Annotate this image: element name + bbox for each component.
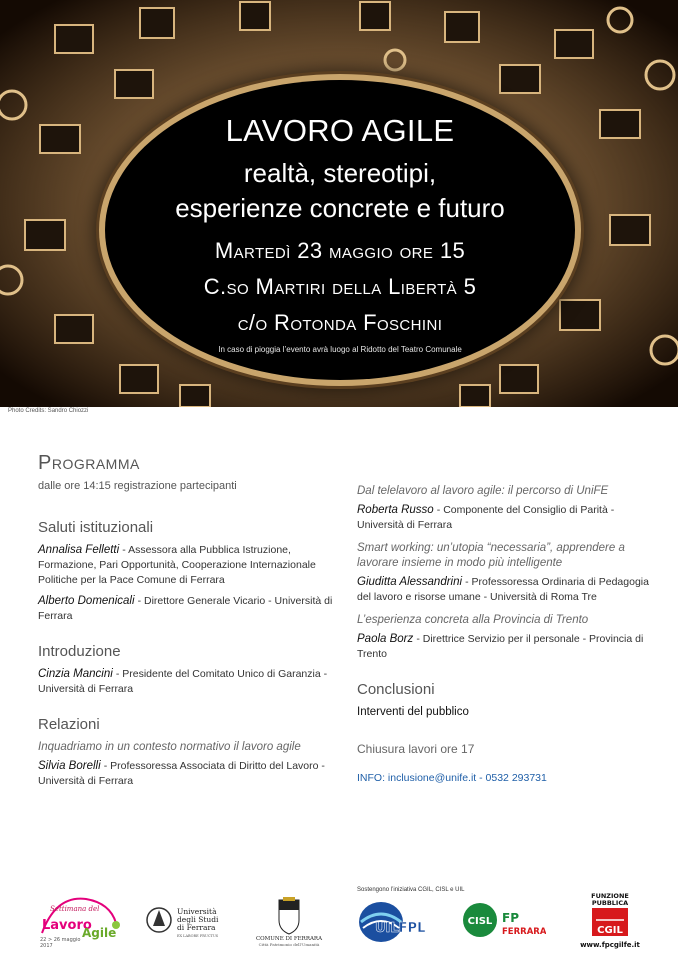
logo-text: di Ferrara (177, 923, 216, 932)
logo-text: www.fpcgilfe.it (580, 941, 640, 949)
logo-text: degli Studi (177, 915, 219, 924)
speaker-name: Alberto Domenicali (38, 595, 135, 607)
event-date: Martedì 23 maggio ore 15 (214, 238, 466, 263)
section-introduzione-heading: Introduzione (38, 643, 121, 660)
info-contact[interactable]: INFO: inclusione@unife.it - 0532 293731 (357, 772, 547, 784)
fp-cgil-logo (570, 890, 650, 950)
talk-title: Smart working: un’utopia “necessaria”, apprendere a lavorare insieme in modo più intelligente (357, 542, 625, 569)
talk-title: L’esperienza concreta alla Provincia di Trento (357, 614, 589, 626)
logo-text: Agile (82, 926, 117, 940)
lavoro-agile-logo (36, 893, 122, 949)
unife-logo (145, 902, 235, 942)
lavoro-agile-icon (36, 893, 122, 949)
speaker-item (38, 667, 338, 697)
program-left-column (38, 452, 338, 795)
logo-text: Settimana del (50, 905, 100, 913)
logo-text: FERRARA (502, 927, 546, 937)
registration-note: dalle ore 14:15 registrazione partecipanti (38, 480, 237, 492)
event-venue: c/o Rotonda Foschini (237, 310, 443, 335)
program-right-column (357, 484, 655, 786)
logo-text: EX LABORE FRUCTUS (177, 934, 219, 938)
speaker-role: - Professoressa Ordinaria di Pedagogia del lavoro e risorse umane - Università di Roma Tre (357, 576, 649, 603)
logo-text: FUNZIONE (591, 892, 629, 900)
speaker-name: Roberta Russo (357, 504, 434, 516)
photo-credit: Photo Credits: Sandro Chiozzi (8, 408, 89, 414)
logo-text: Università (177, 907, 217, 916)
speaker-role: - Presidente del Comitato Unico di Garanzia - Università di Ferrara (38, 668, 328, 695)
logo-text: CGIL (597, 925, 623, 936)
logo-text: COMUNE DI FERRARA (255, 936, 323, 942)
unife-seal-icon (145, 902, 235, 942)
logo-text: UILFPL (375, 921, 426, 936)
speaker-role: - Assessora alla Pubblica Istruzione, Formazione, Pari Opportunità, Cooperazione Internazionale Politiche per la Pace Comune di Ferrara (38, 544, 316, 586)
speaker-name: Cinzia Mancini (38, 668, 113, 680)
event-subtitle-line1: realtà, stereotipi, (243, 158, 437, 188)
hero-banner (0, 0, 678, 407)
section-saluti-heading: Saluti istituzionali (38, 519, 154, 536)
logo-text: PUBBLICA (591, 899, 629, 907)
speaker-item (357, 575, 655, 605)
logo-text: FP (502, 911, 519, 925)
section-conclusioni-heading: Conclusioni (357, 681, 435, 698)
section-relazioni-heading: Relazioni (38, 716, 100, 733)
speaker-name: Paola Borz (357, 633, 414, 645)
talk-title: Dal telelavoro al lavoro agile: il percorso di UniFE (357, 485, 609, 497)
uilfpl-logo (357, 898, 439, 944)
speaker-role: - Componente del Consiglio di Parità - Università di Ferrara (357, 504, 615, 531)
program-title: Programma (38, 452, 140, 474)
logo-text: 2017 (40, 943, 53, 949)
speaker-item (38, 594, 338, 624)
speaker-item (357, 632, 655, 662)
support-note: Sostengono l’iniziativa CGIL, CISL e UIL (357, 887, 465, 893)
cisl-fp-icon (462, 900, 546, 940)
logo-text: Città Patrimonio dell’Umanità (258, 942, 320, 947)
comune-crest-icon (253, 896, 325, 948)
speaker-item (38, 759, 338, 789)
speaker-role: - Professoressa Associata di Diritto del Lavoro - Università di Ferrara (38, 760, 325, 787)
cisl-fp-logo (462, 900, 546, 940)
speaker-role: - Direttore Generale Vicario - Università di Ferrara (38, 595, 333, 622)
closing-time: Chiusura lavori ore 17 (357, 742, 475, 756)
comune-ferrara-logo (253, 896, 325, 948)
rain-note: In caso di pioggia l’evento avrà luogo al Ridotto del Teatro Comunale (218, 345, 462, 354)
speaker-name: Annalisa Felletti (38, 544, 120, 556)
speaker-name: Silvia Borelli (38, 760, 101, 772)
speaker-item (38, 543, 338, 588)
speaker-name: Giuditta Alessandrini (357, 576, 463, 588)
event-subtitle-line2: esperienze concrete e futuro (175, 193, 505, 223)
conclusioni-text: Interventi del pubblico (357, 706, 469, 718)
logo-text: Lavoro (42, 918, 92, 933)
logo-text: CISL (467, 916, 493, 927)
talk-title: Inquadriamo in un contesto normativo il lavoro agile (38, 741, 301, 753)
uilfpl-icon (357, 898, 439, 944)
event-address: C.so Martiri della Libertà 5 (203, 274, 477, 299)
logo-text: 22 > 26 maggio (40, 937, 81, 943)
event-title: LAVORO AGILE (225, 113, 455, 148)
speaker-role: - Direttrice Servizio per il personale - Provincia di Trento (357, 633, 644, 660)
fp-cgil-icon (570, 890, 650, 950)
speaker-item (357, 503, 655, 533)
